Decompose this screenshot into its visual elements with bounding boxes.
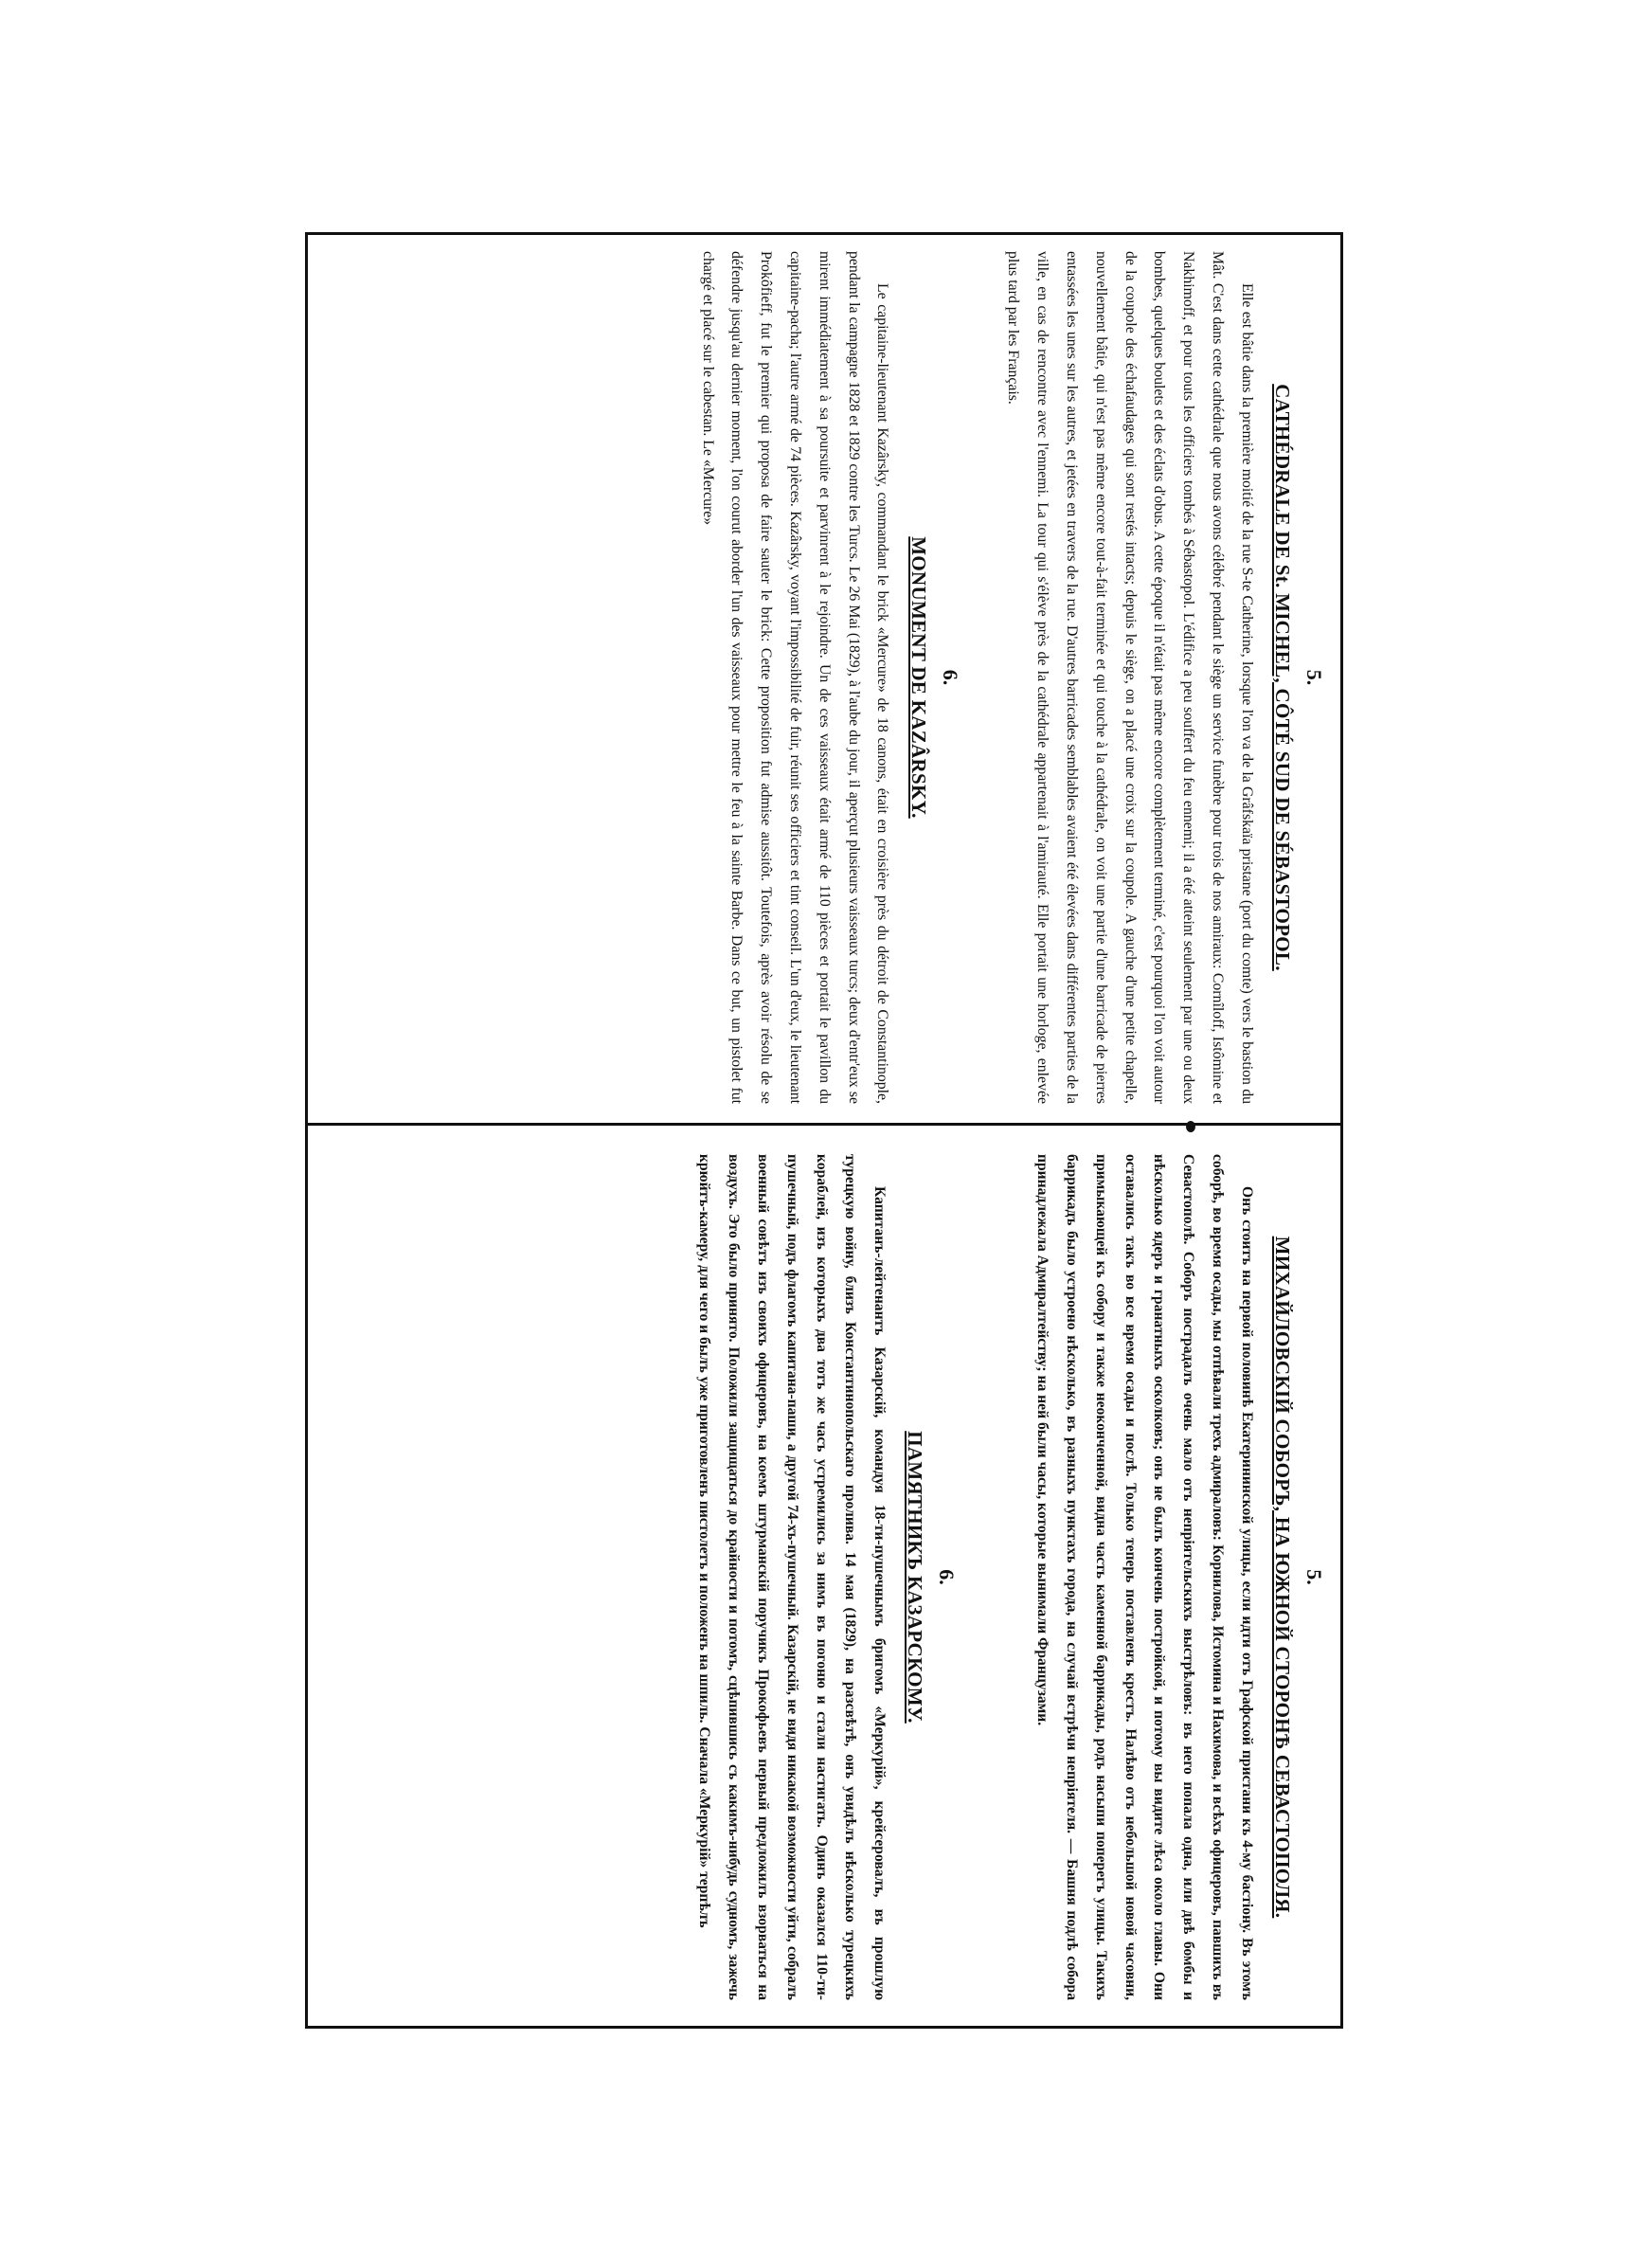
russian-column <box>305 1126 1343 2029</box>
section-number: 6. <box>935 1569 960 1585</box>
french-section-5 <box>998 251 1324 1104</box>
french-column <box>305 232 1343 1123</box>
section-number: 6. <box>938 669 962 686</box>
french-section-6 <box>692 251 961 1104</box>
section-title: CATHÉDRALE DE St. MICHEL, CÔTÉ SUD DE SÉBASTOPOL. <box>1271 384 1294 971</box>
russian-section-5 <box>1027 1154 1324 2000</box>
section-text: Онъ стоитъ на первой половинѣ Екатерининской улицы, если идти отъ Графской пристани къ 4-му бастіону. Въ этомъ соборѣ, во время осады, мы отпѣвали трехъ адмираловъ: Корнилова, Истомина и Нахимова, и всѣхъ офицеровъ, павшихъ въ Севастополѣ. Соборъ пострадалъ очень мало отъ непріятельскихъ выстрѣловъ: въ него попала одна, или двѣ бомбы и нѣсколько ядеръ и гранатныхъ осколковъ; онъ не былъ кончень постройкой, и потому вы видите лѣса около главы. Они оставались такъ во все время осады и послѣ. Только теперь поставленъ крестъ. Налѣво отъ небольшой новой часовни, примыкающей къ собору и также неоконченной, видна часть каменной баррикады, родъ насыпи поперегъ улицы. Такихъ баррикадъ было устроено нѣсколько, въ разныхъ пунктахъ города, на случай встрѣчи непріятеля. — Башня подлѣ собора принадлежала Адмиралтейству; на ней были часы, которые вынимали Французами. <box>1034 1154 1255 2000</box>
section-title: MONUMENT DE KAZÂRSKY. <box>907 536 930 819</box>
section-text: Le capitaine-lieutenant Kazârsky, commandant le brick «Mercure» de 18 canons, était en croisière près du détroit de Constantinople, pendant la campagne 1828 et 1829 contre les Turcs. Le 26 Mai (1829), à l'aube du jour, il aperçut plusieurs vaisseaux turcs; deux d'entr'eux se mirent immédiatement à sa poursuite et parvinrent à le rejoindre. Un de ces vaisseaux était armé de 110 pièces et portait le pavillon du capitaine-pacha; l'autre armé de 74 pièces. Kazârsky, voyant l'impossibilité de fuir, réunit ses officiers et tint conseil. L'un d'eux, le lieutenant Prokôfieff, fut le premier qui proposa de faire sauter le brick: Cette proposition fut admise aussitôt. Toutefois, après avoir résolu de se défendre jusqu'au dernier moment, l'on courut aborder l'un des vaisseaux pour mettre le feu à la sainte Barbe. Dans ce but, un pistolet fut chargé et placé sur le cabestan. Le «Mercure» <box>699 251 891 1104</box>
section-text: Капитанъ-лейтенантъ Казарскій, командуя 18-ти-пушечнымъ бригомъ «Меркурій», крейсеровалъ, въ прошлую турецкую войну, близъ Константинопольскаго пролива. 14 мая (1829), на разсвѣтѣ, онъ увидѣлъ нѣсколько турецкихъ кораблей, изъ которыхъ два тотъ же часъ устремились за нимъ въ погоню и стали настигать. Одинъ оказался 110-ти-пушечный, подъ флагомъ капитана-паши, а другой 74-хъ-пушечный. Казарскій, не видя никакой возможности уйти, собралъ военный совѣтъ изъ своихъ офицеровъ, на коемъ штурманскій поручикъ Прокофьевъ первый предложилъ взорваться на воздухъ. Это было принято. Положили защищаться до крайности и потомъ, сцѣпившись съ какимъ-нибудь судномъ, зажечь крюйтъ-камеру, для чего и былъ уже приготовленъ пистолетъ и положенъ на шпиль. Сначала «Меркурій» терпѣлъ <box>696 1154 889 2000</box>
section-text: Elle est bâtie dans la première moitié de la rue S-te Catherine, lorsque l'on va de la Grâfskaïa pristane (port du comte) vers le bastion du Mât. C'est dans cette cathédrale que nous avons célébré pendant le siège un service funèbre pour trois de nos amiraux: Cornîloff, Istômine et Nakhimoff, et pour touts les officiers tombés à Sébastopol. L'édifice a peu souffert du feu ennemi; il a été atteint seulement par une ou deux bombes, quelques boulets et des éclats d'obus. A cette époque il n'était pas même encore complètement terminé, c'est pourquoi l'on voit autour de la coupole des échafaudages qui sont restés intacts; depuis le siège, on a placé une croix sur la coupole. A gauche d'une petite chapelle, nouvellement bâtie, qui n'est pas même encore tout-à-fait terminée et qui touche à la cathédrale, on voit une partie d'une barricade de pierres entassées les unes sur les autres, et jetées en travers de la rue. D'autres barricades semblables avaient été élevées dans différentes parties de la ville, en cas de rencontre avec l'ennemi. La tour qui s'élève près de la cathédrale appartenait à l'amirauté. Elle portait une horloge, enlevée plus tard par les Français. <box>1005 251 1255 1104</box>
section-title: МИХАЙЛОВСКІЙ СОБОРЪ, НА ЮЖНОЙ СТОРОНѢ СЕВАСТОПОЛЯ. <box>1271 1236 1294 1919</box>
section-title: ПАМЯТНИКЪ КАЗАРСКОМУ. <box>904 1431 927 1724</box>
section-number: 5. <box>1302 669 1326 686</box>
section-number: 5. <box>1302 1569 1326 1585</box>
russian-section-6 <box>690 1154 958 2000</box>
rotated-spread <box>305 232 1343 2029</box>
